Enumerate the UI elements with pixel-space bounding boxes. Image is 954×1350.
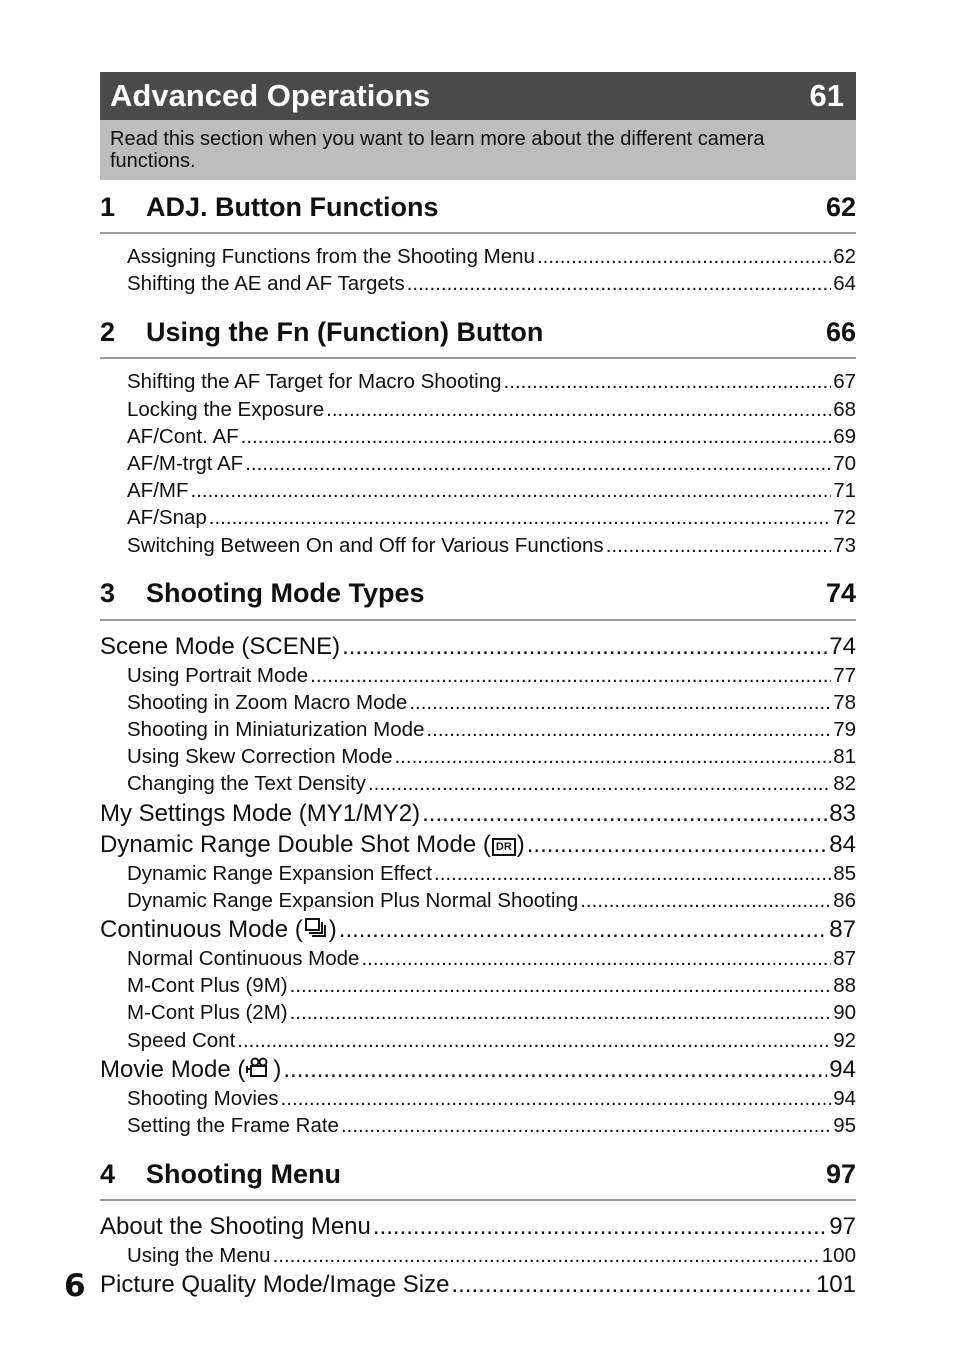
dot-leader bbox=[245, 450, 831, 477]
toc-entry[interactable] bbox=[100, 423, 856, 450]
toc-section-label: Scene Mode (SCENE) bbox=[100, 632, 341, 660]
toc-entry[interactable] bbox=[100, 396, 856, 423]
toc-entry-page: 77 bbox=[833, 663, 856, 687]
toc-section-label bbox=[100, 914, 337, 945]
toc-entry-page: 81 bbox=[833, 745, 856, 769]
section-label-text: Continuous Mode ( bbox=[100, 916, 303, 943]
toc-section[interactable] bbox=[100, 1054, 856, 1085]
toc-entry-label: Assigning Functions from the Shooting Menu bbox=[127, 245, 535, 268]
chapter-title: Shooting Menu bbox=[146, 1158, 341, 1189]
toc-entry[interactable] bbox=[100, 860, 856, 887]
page-number: 6 bbox=[64, 1268, 86, 1304]
part-page: 61 bbox=[809, 78, 844, 113]
toc-entry-label: Dynamic Range Expansion Effect bbox=[127, 861, 433, 885]
toc-entry-label: Using Portrait Mode bbox=[127, 663, 309, 687]
dot-leader bbox=[237, 1027, 831, 1054]
dot-leader bbox=[241, 423, 832, 450]
toc-entry-page: 94 bbox=[833, 1086, 856, 1110]
table-of-contents bbox=[100, 72, 856, 1308]
toc-entry-label: AF/Snap bbox=[127, 506, 207, 530]
dot-leader bbox=[310, 662, 831, 689]
toc-entry-page: 90 bbox=[833, 1001, 856, 1025]
toc-section-label: My Settings Mode (MY1/MY2) bbox=[100, 799, 421, 827]
toc-entry-page: 72 bbox=[833, 506, 856, 530]
toc-entry-label: M-Cont Plus (2M) bbox=[127, 1001, 288, 1025]
chapter-number: 3 bbox=[100, 578, 116, 609]
toc-entry-page: 73 bbox=[833, 533, 856, 557]
chapter-title: Shooting Mode Types bbox=[146, 578, 425, 609]
toc-entry-label: AF/M-trgt AF bbox=[127, 451, 244, 475]
dot-leader bbox=[290, 999, 832, 1026]
toc-entry-label: Using the Menu bbox=[127, 1244, 271, 1268]
toc-entry[interactable] bbox=[100, 368, 856, 395]
toc-section-label bbox=[100, 1054, 281, 1085]
dot-leader bbox=[407, 270, 831, 297]
toc-entry-label: Speed Cont bbox=[127, 1028, 236, 1052]
toc-entry-page: 100 bbox=[821, 1244, 856, 1268]
toc-section-label: About the Shooting Menu bbox=[100, 1213, 371, 1241]
toc-entry[interactable] bbox=[100, 662, 856, 689]
chapter-title: Using the Fn (Function) Button bbox=[146, 316, 544, 347]
toc-entry-page: 62 bbox=[833, 245, 856, 268]
toc-entry[interactable] bbox=[100, 270, 856, 297]
chapter-page: 66 bbox=[825, 316, 856, 347]
section-label-text: ) bbox=[516, 830, 525, 858]
chapter-number: 4 bbox=[100, 1158, 116, 1189]
toc-entry-page: 79 bbox=[833, 718, 856, 742]
dot-leader bbox=[283, 1054, 827, 1085]
dot-leader bbox=[341, 1112, 831, 1139]
chapter-title: ADJ. Button Functions bbox=[146, 191, 439, 222]
chapter-number: 1 bbox=[100, 191, 116, 222]
toc-entry-label: Dynamic Range Expansion Plus Normal Shooting bbox=[127, 888, 579, 912]
toc-entry[interactable] bbox=[100, 770, 856, 797]
toc-section-page: 97 bbox=[829, 1213, 856, 1241]
dot-leader bbox=[373, 1211, 827, 1242]
toc-section-page: 83 bbox=[829, 799, 856, 827]
toc-entry[interactable] bbox=[100, 504, 856, 531]
toc-entry-label: Switching Between On and Off for Various Functions bbox=[127, 533, 604, 557]
section-label-text: ) bbox=[328, 916, 337, 943]
toc-entry-label: Locking the Exposure bbox=[127, 397, 325, 421]
dot-leader bbox=[342, 631, 827, 662]
toc-entry[interactable] bbox=[100, 532, 856, 559]
toc-entry[interactable] bbox=[100, 743, 856, 770]
toc-entry[interactable] bbox=[100, 689, 856, 716]
toc-section[interactable] bbox=[100, 829, 856, 860]
toc-entry-label: Shooting in Zoom Macro Mode bbox=[127, 690, 408, 714]
dot-leader bbox=[580, 887, 831, 914]
chapter-entries bbox=[100, 621, 856, 1147]
toc-entry-label: M-Cont Plus (9M) bbox=[127, 974, 288, 998]
dot-leader bbox=[273, 1242, 820, 1269]
chapter-heading[interactable] bbox=[100, 1149, 856, 1201]
part-intro: Read this section when you want to learn more about the different camera functions. bbox=[100, 120, 856, 180]
toc-entry-page: 69 bbox=[833, 424, 856, 448]
toc-entry[interactable] bbox=[100, 716, 856, 743]
toc-entry-label: Shooting Movies bbox=[127, 1086, 279, 1110]
toc-section[interactable] bbox=[100, 1269, 856, 1300]
toc-entry-page: 92 bbox=[833, 1028, 856, 1052]
dr-mode-icon: DR bbox=[492, 838, 516, 856]
movie-mode-icon bbox=[246, 1056, 272, 1085]
toc-entry-page: 70 bbox=[833, 451, 856, 475]
dot-leader bbox=[434, 860, 831, 887]
chapter-number: 2 bbox=[100, 316, 116, 347]
toc-entry[interactable] bbox=[100, 1242, 856, 1269]
toc-section-page: 74 bbox=[829, 632, 856, 660]
chapter-heading[interactable] bbox=[100, 569, 856, 621]
toc-section[interactable] bbox=[100, 914, 856, 945]
part-banner[interactable] bbox=[100, 72, 856, 120]
toc-entry-label: Changing the Text Density bbox=[127, 772, 366, 796]
toc-section[interactable] bbox=[100, 631, 856, 662]
dot-leader bbox=[606, 532, 832, 559]
dot-leader bbox=[191, 477, 832, 504]
toc-entry-label: Shifting the AE and AF Targets bbox=[127, 272, 405, 296]
dot-leader bbox=[209, 504, 831, 531]
section-label-text: Dynamic Range Double Shot Mode ( bbox=[100, 830, 491, 858]
toc-section-label: Picture Quality Mode/Image Size bbox=[100, 1271, 450, 1299]
toc-entry[interactable] bbox=[100, 972, 856, 999]
chapter-heading[interactable] bbox=[100, 307, 856, 359]
toc-entry-page: 85 bbox=[833, 861, 856, 885]
toc-entry-page: 64 bbox=[833, 272, 856, 296]
toc-entry-label: AF/Cont. AF bbox=[127, 424, 239, 448]
toc-section-page: 94 bbox=[829, 1055, 856, 1083]
toc-entry[interactable] bbox=[100, 1085, 856, 1112]
toc-entry[interactable] bbox=[100, 1112, 856, 1139]
chapter-page: 74 bbox=[825, 578, 856, 609]
toc-entry[interactable] bbox=[100, 450, 856, 477]
toc-entry-label: Using Skew Correction Mode bbox=[127, 745, 393, 769]
chapter-page: 62 bbox=[825, 191, 856, 222]
dot-leader bbox=[537, 243, 831, 270]
dot-leader bbox=[339, 914, 828, 945]
toc-entry-label: Setting the Frame Rate bbox=[127, 1113, 339, 1137]
toc-entry[interactable] bbox=[100, 1027, 856, 1054]
toc-entry-page: 68 bbox=[833, 397, 856, 421]
toc-entry-label: Shifting the AF Target for Macro Shooting bbox=[127, 370, 502, 394]
toc-entry-page: 88 bbox=[833, 974, 856, 998]
section-label-text: ) bbox=[273, 1055, 282, 1083]
chapter-entries bbox=[100, 234, 856, 305]
dot-leader bbox=[361, 945, 831, 972]
dot-leader bbox=[504, 368, 832, 395]
dot-leader bbox=[281, 1085, 832, 1112]
dot-leader bbox=[527, 829, 828, 860]
toc-entry-page: 95 bbox=[833, 1113, 856, 1137]
section-label-text: Movie Mode ( bbox=[100, 1055, 246, 1083]
dot-leader bbox=[326, 396, 831, 423]
chapter-entries bbox=[100, 359, 856, 566]
toc-entry-label: Shooting in Miniaturization Mode bbox=[127, 718, 425, 742]
toc-entry-page: 71 bbox=[833, 479, 856, 503]
toc-entry-page: 86 bbox=[833, 888, 856, 912]
toc-section-page: 84 bbox=[829, 830, 856, 858]
toc-entry-label: Normal Continuous Mode bbox=[127, 947, 360, 970]
toc-section[interactable] bbox=[100, 1211, 856, 1242]
dot-leader bbox=[452, 1269, 814, 1300]
chapter-entries bbox=[100, 1201, 856, 1308]
toc-entry[interactable] bbox=[100, 887, 856, 914]
dot-leader bbox=[394, 743, 831, 770]
toc-section[interactable] bbox=[100, 798, 856, 829]
continuous-mode-icon bbox=[304, 916, 328, 945]
chapter-page: 97 bbox=[825, 1158, 856, 1189]
dot-leader bbox=[409, 689, 831, 716]
toc-entry[interactable] bbox=[100, 477, 856, 504]
toc-entry[interactable] bbox=[100, 945, 856, 972]
toc-entry-page: 67 bbox=[833, 370, 856, 394]
chapter-heading[interactable] bbox=[100, 182, 856, 234]
toc-section-page: 87 bbox=[829, 916, 856, 943]
toc-section-page: 101 bbox=[815, 1271, 856, 1299]
part-title: Advanced Operations bbox=[110, 78, 431, 113]
dot-leader bbox=[426, 716, 831, 743]
toc-entry-page: 82 bbox=[833, 772, 856, 796]
dot-leader bbox=[368, 770, 831, 797]
toc-entry-page: 78 bbox=[833, 690, 856, 714]
dot-leader bbox=[290, 972, 832, 999]
dot-leader bbox=[422, 798, 827, 829]
toc-entry[interactable] bbox=[100, 243, 856, 270]
toc-entry[interactable] bbox=[100, 999, 856, 1026]
toc-entry-label: AF/MF bbox=[127, 479, 189, 503]
toc-entry-page: 87 bbox=[833, 947, 856, 970]
toc-section-label bbox=[100, 829, 525, 860]
